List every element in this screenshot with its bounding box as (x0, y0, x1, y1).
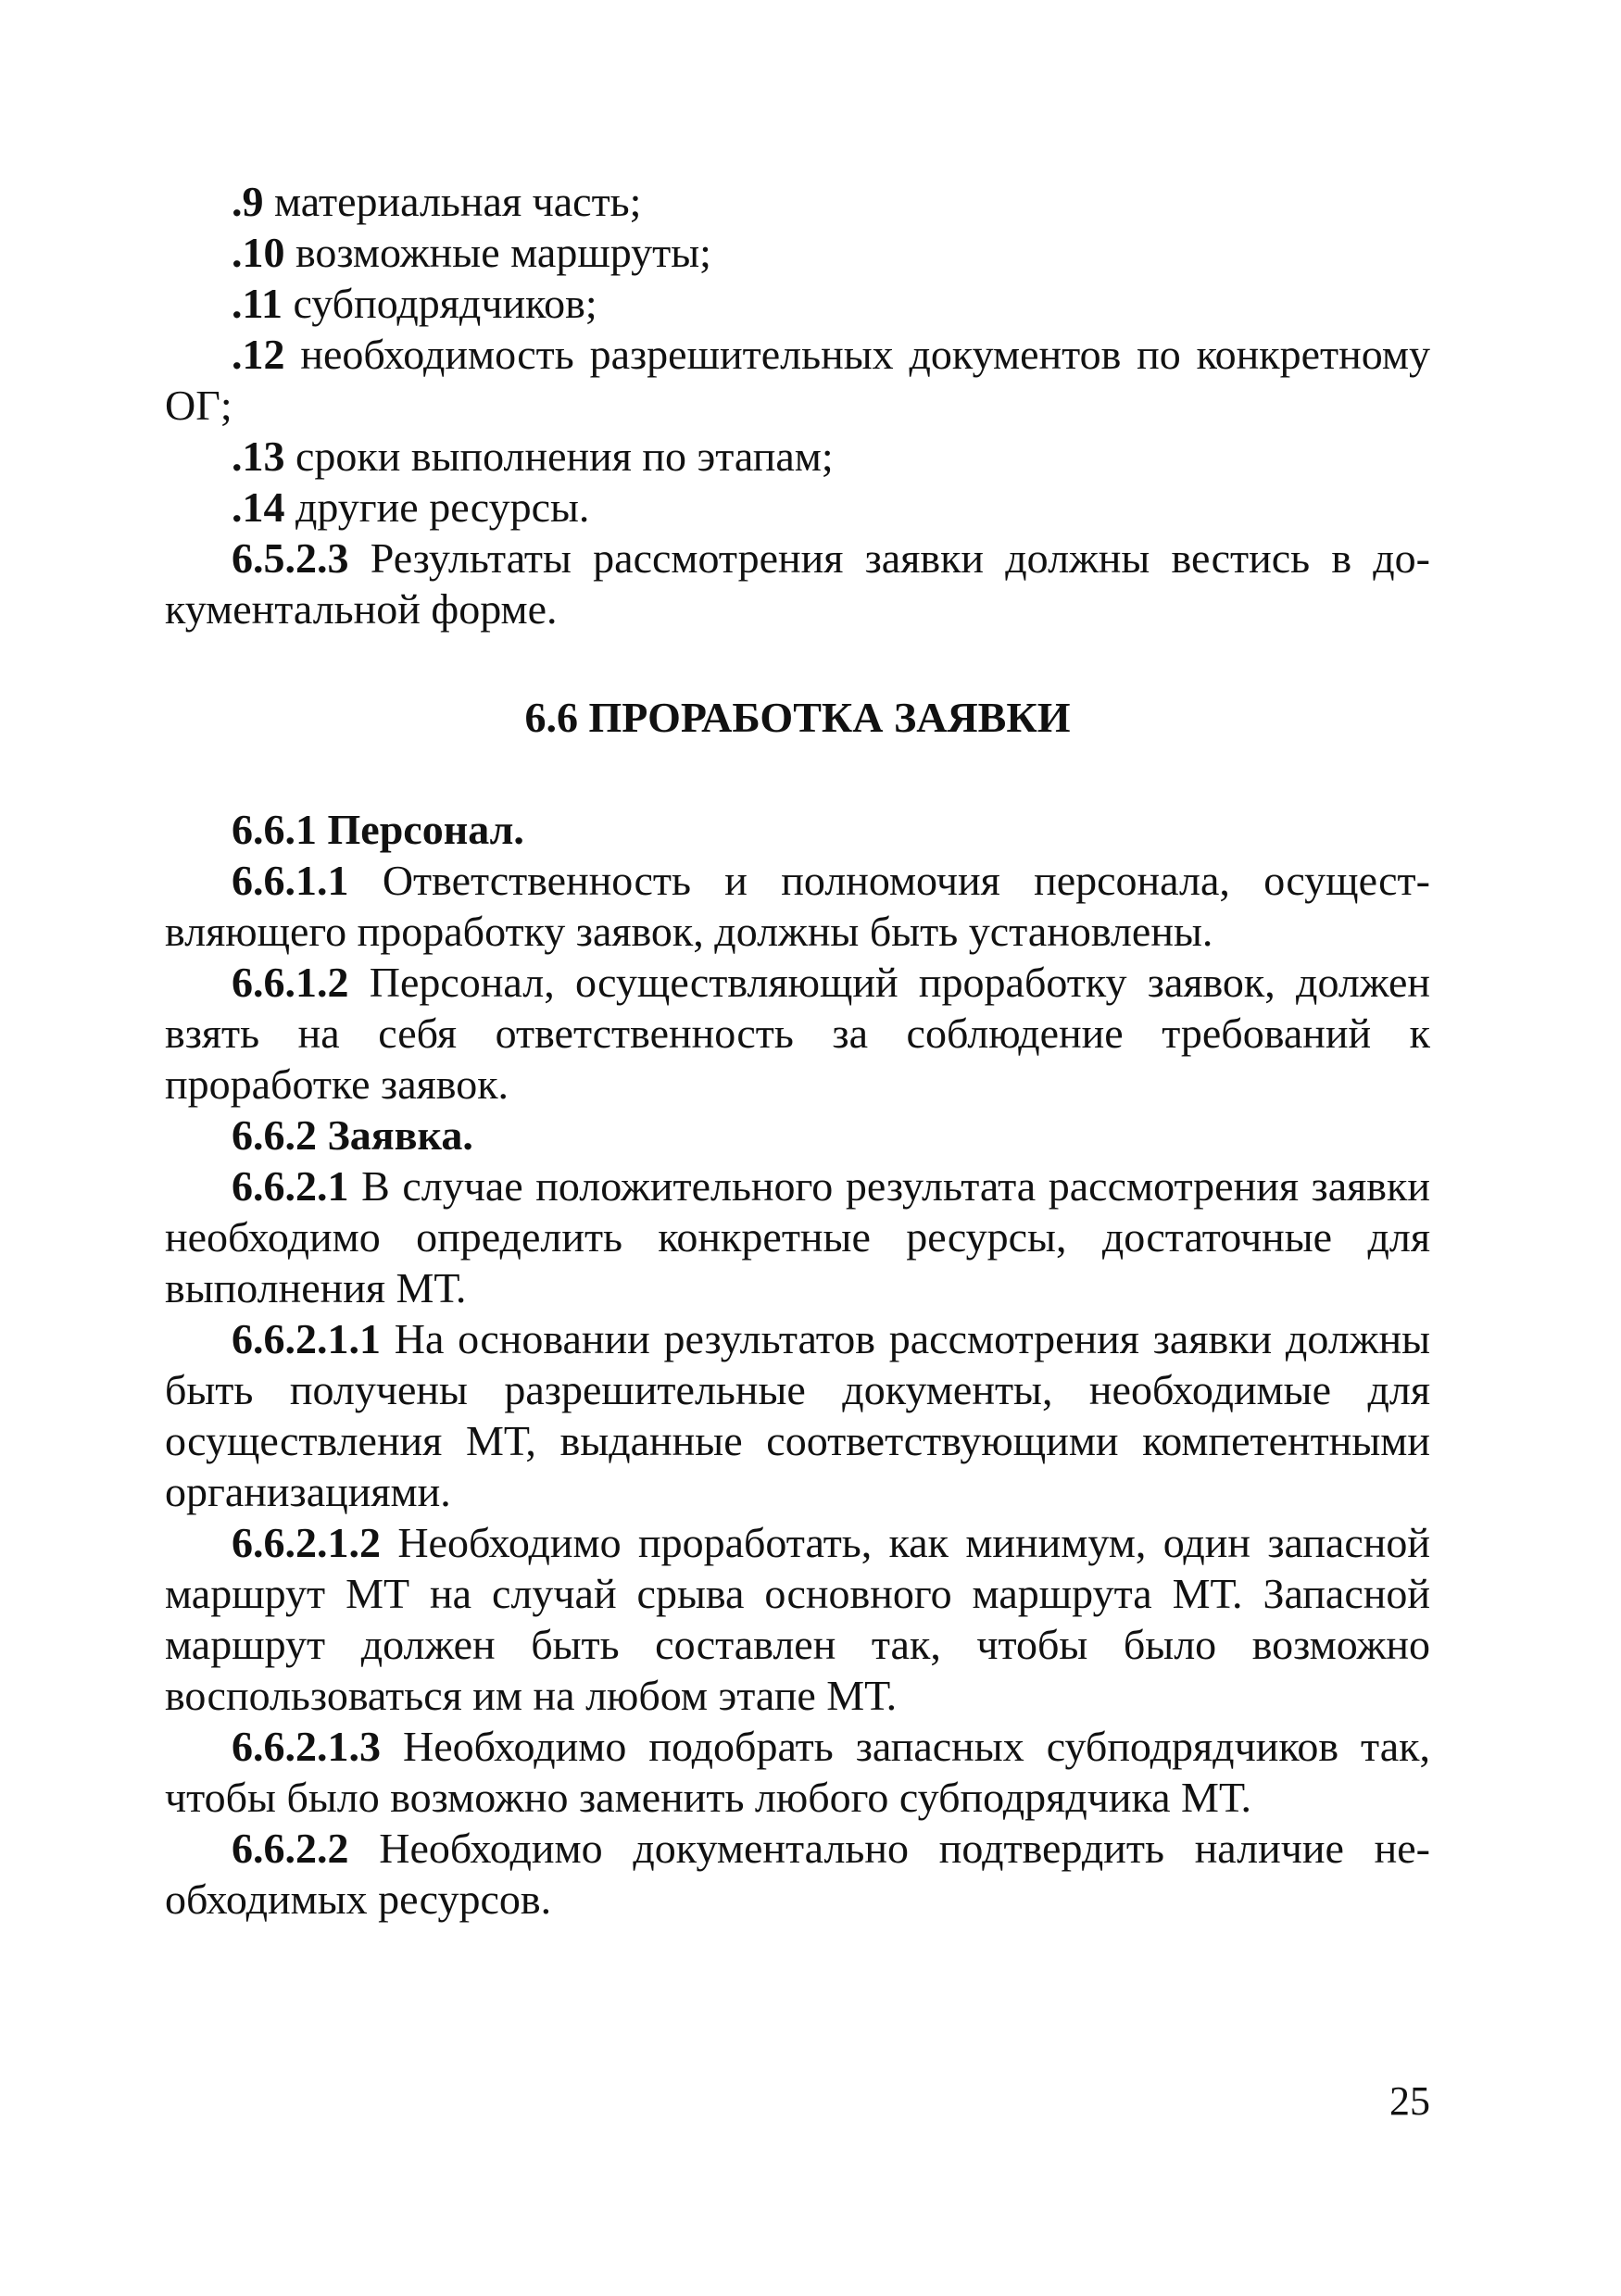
item-text: Персонал, осуществляющий проработку заявок, должен взять на себя ответственность за соблюдение требований к проработке заявок. (165, 959, 1430, 1108)
list-item (165, 227, 1430, 278)
paragraph (165, 533, 1430, 634)
item-number: 6.6.1.2 (232, 959, 349, 1006)
item-number: .12 (232, 331, 285, 378)
section-heading: 6.6 ПРОРАБОТКА ЗАЯВКИ (524, 694, 1071, 741)
subsection-title (165, 1110, 1430, 1161)
item-text: другие ресурсы. (284, 483, 590, 531)
item-text: Ответственность и полномочия персонала, осуществляющего проработку заявок, должны быть установлены. (165, 857, 1430, 955)
item-text: сроки выполнения по этапам; (284, 433, 834, 480)
item-number: .11 (232, 280, 283, 327)
paragraph (165, 1313, 1430, 1517)
item-text: субподрядчиков; (282, 280, 597, 327)
item-number: 6.6.2.1.1 (232, 1315, 381, 1362)
item-text: Необходимо документально подтвердить наличие необходимых ресурсов. (165, 1825, 1430, 1923)
item-text: В случае положительного результата рассмотрения заявки необходимо определить конкретные ресурсы, достаточные для выполнения МТ. (165, 1162, 1430, 1311)
document-page (165, 176, 1430, 1925)
item-text: необходимость разрешительных документов по конкретному ОГ; (165, 331, 1430, 429)
list-item (165, 278, 1430, 329)
item-number: .13 (232, 433, 285, 480)
item-text: материальная часть; (263, 178, 642, 225)
item-number: 6.6.2 Заявка. (232, 1111, 473, 1159)
list-item (165, 329, 1430, 431)
paragraph (165, 1517, 1430, 1721)
section-body (165, 804, 1430, 1925)
item-number: .9 (232, 178, 264, 225)
item-number: .14 (232, 483, 285, 531)
item-text: возможные маршруты; (284, 229, 711, 276)
page-number: 25 (1389, 2078, 1430, 2124)
subsection-title (165, 804, 1430, 855)
paragraph (165, 957, 1430, 1110)
item-number: .10 (232, 229, 285, 276)
list-item (165, 431, 1430, 482)
list-item (165, 482, 1430, 533)
item-number: 6.6.2.2 (232, 1825, 349, 1872)
paragraph (165, 855, 1430, 957)
item-text: Результаты рассмотрения заявки должны вестись в документальной форме. (165, 534, 1430, 633)
list-item (165, 176, 1430, 227)
list-top (165, 176, 1430, 634)
item-number: 6.5.2.3 (232, 534, 349, 582)
item-text: Необходимо подобрать запасных субподрядчиков так, чтобы было возможно заменить любого субподрядчика МТ. (165, 1723, 1430, 1821)
item-number: 6.6.1.1 (232, 857, 349, 904)
paragraph (165, 1823, 1430, 1925)
item-number: 6.6.1 Персонал. (232, 806, 524, 853)
item-number: 6.6.2.1.3 (232, 1723, 381, 1770)
paragraph (165, 1721, 1430, 1823)
item-text: На основании результатов рассмотрения заявки должны быть получены разрешительные документы, необходимые для осуществления МТ, выданные соответствующими компетентными организациями. (165, 1315, 1430, 1515)
item-text: Необходимо проработать, как минимум, один запасной маршрут МТ на случай срыва основного маршрута МТ. Запасной маршрут должен быть составлен так, чтобы было возможно воспользоваться им на любом этапе МТ. (165, 1519, 1430, 1719)
paragraph (165, 1161, 1430, 1313)
item-number: 6.6.2.1 (232, 1162, 349, 1210)
item-number: 6.6.2.1.2 (232, 1519, 381, 1566)
